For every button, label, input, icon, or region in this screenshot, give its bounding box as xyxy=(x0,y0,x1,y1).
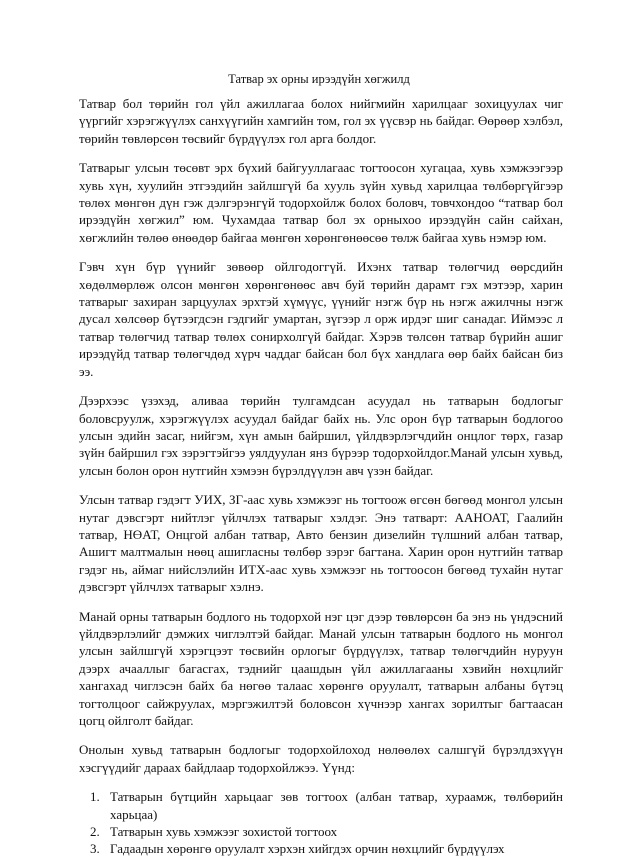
list-item-text: Татварын бүтцийн харьцааг зөв тогтоох (албан татвар, хураамж, төлбөрийн харьцаа) xyxy=(110,789,563,822)
paragraph: Татвар бол төрийн гол үйл ажиллагаа болох нийгмийн харилцааг зохицуулах чиг үүргийг хэрэгжүүлэх санхүүгийн хамгийн том, гол эх үүсвэр нь байдаг. Өөрөөр хэлбэл, төрийн төвлөрсөн төсвийг бүрдүүлэх гол арга болдог. xyxy=(79,96,563,146)
list-item-number: 1. xyxy=(90,789,100,805)
paragraph: Онолын хувьд татварын бодлогыг тодорхойлоход нөлөөлөх салшгүй бүрэлдэхүүн хэсгүүдийг дараах байдлаар тодорхойлжээ. Үүнд: xyxy=(79,742,563,775)
paragraph: Гэвч хүн бүр үүнийг зөвөөр ойлгодоггүй. Ихэнх татвар төлөгчид өөрсдийн хөдөлмөрлөж олсон мөнгөн хөрөнгөнөөс авч буй төрийн дарамт гэх мэтээр, харин татварыг захиран зарцуулах эрхтэй хүмүүс, үүнийг нэгж бүр нь нэгж ажилчны нэгж дусал хөлсөөр бүтээгдсэн гэдгийг умартан, зүгээр л орж ирдэг шиг санадаг. Иймээс л татвар төлөгчид татвар төлөх сонирхолгүй байдаг. Хэрэв төлсөн татвар бүрийн ашиг ирээдүйд татвар төлөгчдөд хүрч чаддаг байсан бол бүх хандлага өөр байх байсан биз ээ. xyxy=(79,259,563,379)
paragraph: Дээрхээс үзэхэд, аливаа төрийн тулгамдсан асуудал нь татварын бодлогыг боловсруулж, хэрэгжүүлэх асуудал байдаг байх нь. Улс орон бүр татварын бодлогоо улсын эдийн засаг, нийгэм, хүн амын байршил, үйлдвэрлэгчдийн онцлог төрх, газар зүйн байршил гэх зэрэгтэйгээ уялдуулан янз бүрээр тодорхойлдог.Манай улсын хувьд, улсын болон орон нутгийн хэмээн бүрэлдүүлэн авч үзэн байдаг. xyxy=(79,393,563,478)
paragraph: Улсын татвар гэдэгт УИХ, ЗГ-аас хувь хэмжээг нь тогтоож өгсөн бөгөөд монгол улсын нутаг дэвсгэрт нийтлэг үйлчлэх татварыг хэлдэг. Энэ татварт: ААНОАТ, Гаалийн татвар, НӨАТ, Онцгой албан татвар, Авто бензин дизелийн түлшний албан татвар, Ашигт малтмалын нөөц ашигласны төлбөр зэрэг багтана. Харин орон нутгийн татвар гэдэг нь, аймаг нийслэлийн ИТХ-аас хувь хэмжээг нь тогтоосон бөгөөд тухайн нутаг дэвсгэрт үйлчлэх татварыг хэлнэ. xyxy=(79,492,563,595)
document-title: Татвар эх орны ирээдүйн хөгжилд xyxy=(228,72,410,86)
list-item xyxy=(79,788,563,823)
list-item-number: 3. xyxy=(90,841,100,857)
paragraph: Татварыг улсын төсөвт эрх бүхий байгууллагаас тогтоосон хугацаа, хувь хэмжээгээр хувь хүн, хуулийн этгээдийн зайлшгүй ба хууль зүйн хувьд харилцаа төлбөргүйгээр төлөх мөнгөн дүн гэж дэлгэрэнгүй тодорхойлж болох боловч, товчхондоо “татвар бол ирээдүйн хөгжил” юм. Чухамдаа татвар бол эх орныхоо ирээдүйн сайн сайхан, хөгжлийн төлөө өнөөдөр байгаа мөнгөн хөрөнгөнөөсөө төлж байгаа хувь нэмэр юм. xyxy=(79,160,563,245)
list-item-text: Гадаадын хөрөнгө оруулалт хэрхэн хийгдэх орчин нөхцлийг бүрдүүлэх xyxy=(110,841,505,857)
paragraph: Манай орны татварын бодлого нь тодорхой нэг цэг дээр төвлөрсөн ба энэ нь үндэсний үйлдвэрлэлийг дэмжих чиглэлтэй байдаг. Манай улсын татварын бодлого нь монгол улсын зайлшгүй хэрэгцээт төсвийн орлогыг бүрдүүлэх, татвар төлөгчдийн нуруун дээрх ачааллыг багасгах, тэднийг цаашдын үйл ажиллагааны хэвийн нөхцлийг хангахад чиглэсэн байх ба нөгөө талаас хөрөнгө оруулалт, татварын албаны бүтэц тогтолцоог сайжруулах, мэргэжилтэй боловсон хүчнээр хангах зорилтыг багтаасан цогц ойлголт байдаг. xyxy=(79,608,563,728)
list-item-text: Татварын хувь хэмжээг зохистой тогтоох xyxy=(110,824,338,840)
list-item-number: 2. xyxy=(90,824,100,840)
numbered-list xyxy=(79,788,563,858)
list-item xyxy=(79,840,563,857)
document-body xyxy=(79,95,563,858)
